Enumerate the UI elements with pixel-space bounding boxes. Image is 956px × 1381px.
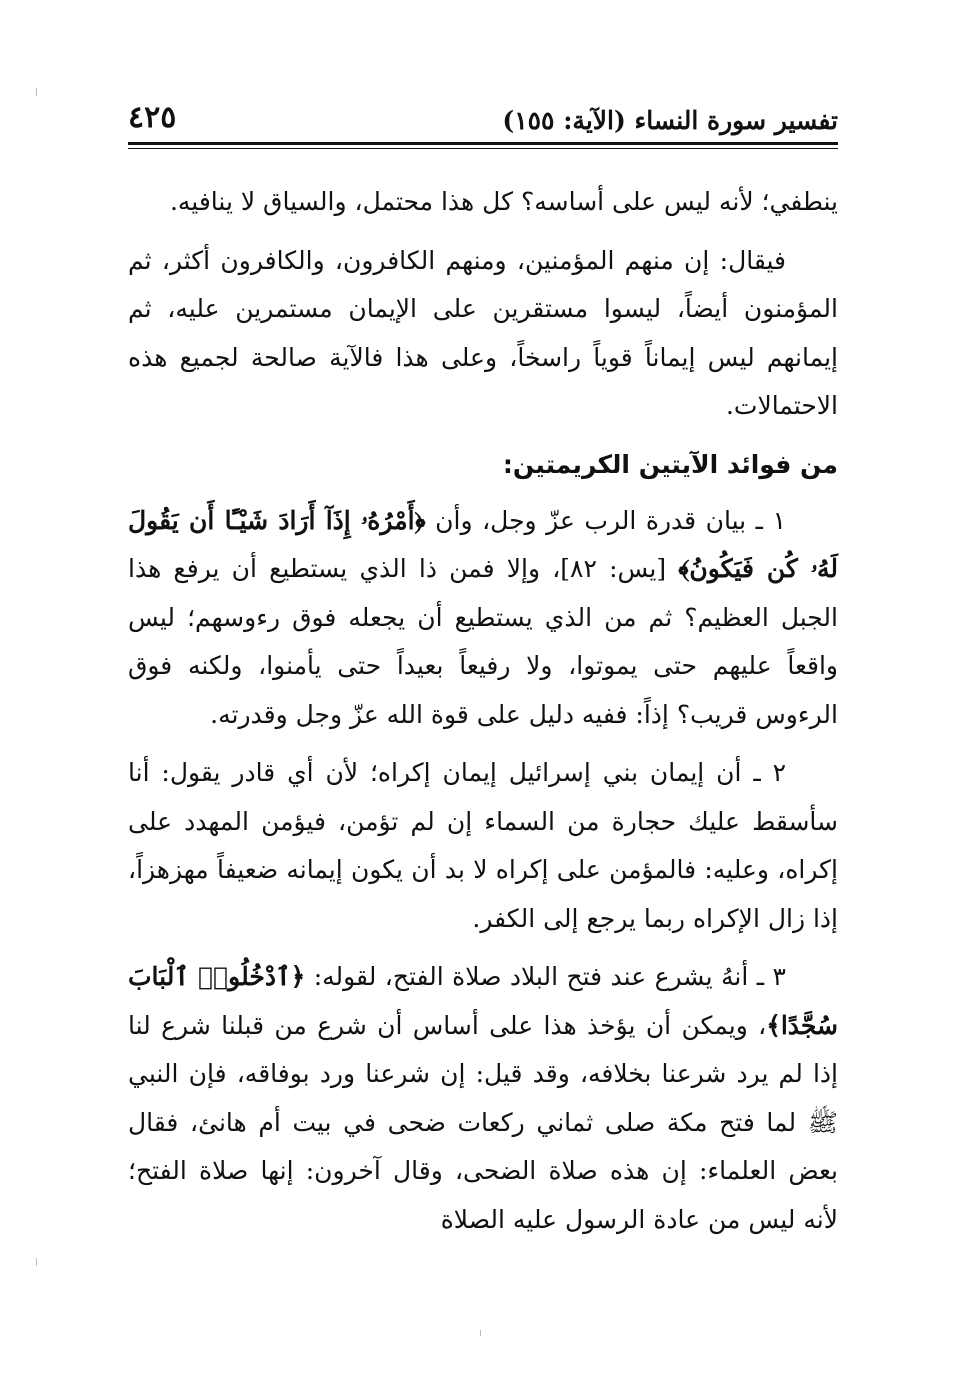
page-number: ٤٢٥ bbox=[128, 100, 177, 135]
scan-mark bbox=[36, 1258, 37, 1266]
item-1-text-before: ١ ـ بيان قدرة الرب عزّ وجل، وأن bbox=[425, 505, 786, 535]
item-1-text-after: [يس: ٨٢]، وإلا فمن ذا الذي يستطيع أن يرفع هذا الجبل العظيم؟ ثم من الذي يستطيع أن يجعله فوق رءوسهم؛ ليس واقعاً عليهم حتى يموتوا، ولا رفيعاً بعيداً حتى يأمنوا، ولكنه فوق الرءوس قريب؟ إذاً: ففيه دليل على قوة الله عزّ وجل وقدرته. bbox=[128, 554, 838, 729]
scan-mark bbox=[480, 1330, 481, 1336]
header-rule-thick bbox=[128, 142, 838, 145]
quran-verse-1: ﴿أَمْرُهُۥ إِذَآ أَرَادَ شَيْـًٔا أَن يَقُولَ لَهُۥ كُن فَيَكُونُ﴾ bbox=[128, 505, 838, 583]
quran-verse-2: ﴿ٱدْخُلُوا۟ ٱلْبَابَ سُجَّدًا﴾ bbox=[128, 962, 838, 1040]
list-item-2: ٢ ـ أن إيمان بني إسرائيل إيمان إكراه؛ لأن أي قادر يقول: أنا سأسقط عليك حجارة من السماء إن لم تؤمن، فيؤمن المهدد على إكراه، وعليه: فالمؤمن على إكراه لا بد أن يكون إيمانه ضعيفاً مهزهزاً، إذا زال الإكراه ربما يرجع إلى الكفر. bbox=[128, 758, 838, 933]
list-item-3 bbox=[128, 953, 838, 1244]
header-rule-thin bbox=[128, 148, 838, 149]
paragraph-1: ينطفي؛ لأنه ليس على أساسه؟ كل هذا محتمل، والسياق لا ينافيه. bbox=[169, 187, 838, 216]
running-title: تفسير سورة النساء (الآية: ١٥٥) bbox=[502, 106, 838, 135]
scan-mark bbox=[36, 88, 37, 96]
item-3-text-before: ٣ ـ أنهُ يشرع عند فتح البلاد صلاة الفتح، لقوله: bbox=[305, 962, 786, 991]
section-heading: من فوائد الآيتين الكريمتين: bbox=[502, 449, 838, 479]
body-text bbox=[128, 178, 838, 1254]
page-header bbox=[128, 100, 838, 144]
list-item-1 bbox=[128, 497, 838, 740]
paragraph-2: فيقال: إن منهم المؤمنين، ومنهم الكافرون، والكافرون أكثر، ثم المؤمنون أيضاً، ليسوا مستقرين على الإيمان مستمرين عليه، ثم إيمانهم ليس إيماناً قوياً راسخاً، وعلى هذا فالآية صالحة لجميع هذه الاحتمالات. bbox=[128, 245, 838, 420]
item-3-text-after: ، ويمكن أن يؤخذ هذا على أساس أن شرع من قبلنا شرع لنا إذا لم يرد شرعنا بخلافه، وقد قيل: إن شرعنا ورد بوفاقه، فإن النبي ﷺ لما فتح مكة صلى ثماني ركعات ضحى في بيت أم هانئ، فقال بعض العلماء: إن هذه صلاة الضحى، وقال آخرون: إنها صلاة الفتح؛ لأنه ليس من عادة الرسول عليه الصلاة bbox=[128, 1010, 838, 1234]
